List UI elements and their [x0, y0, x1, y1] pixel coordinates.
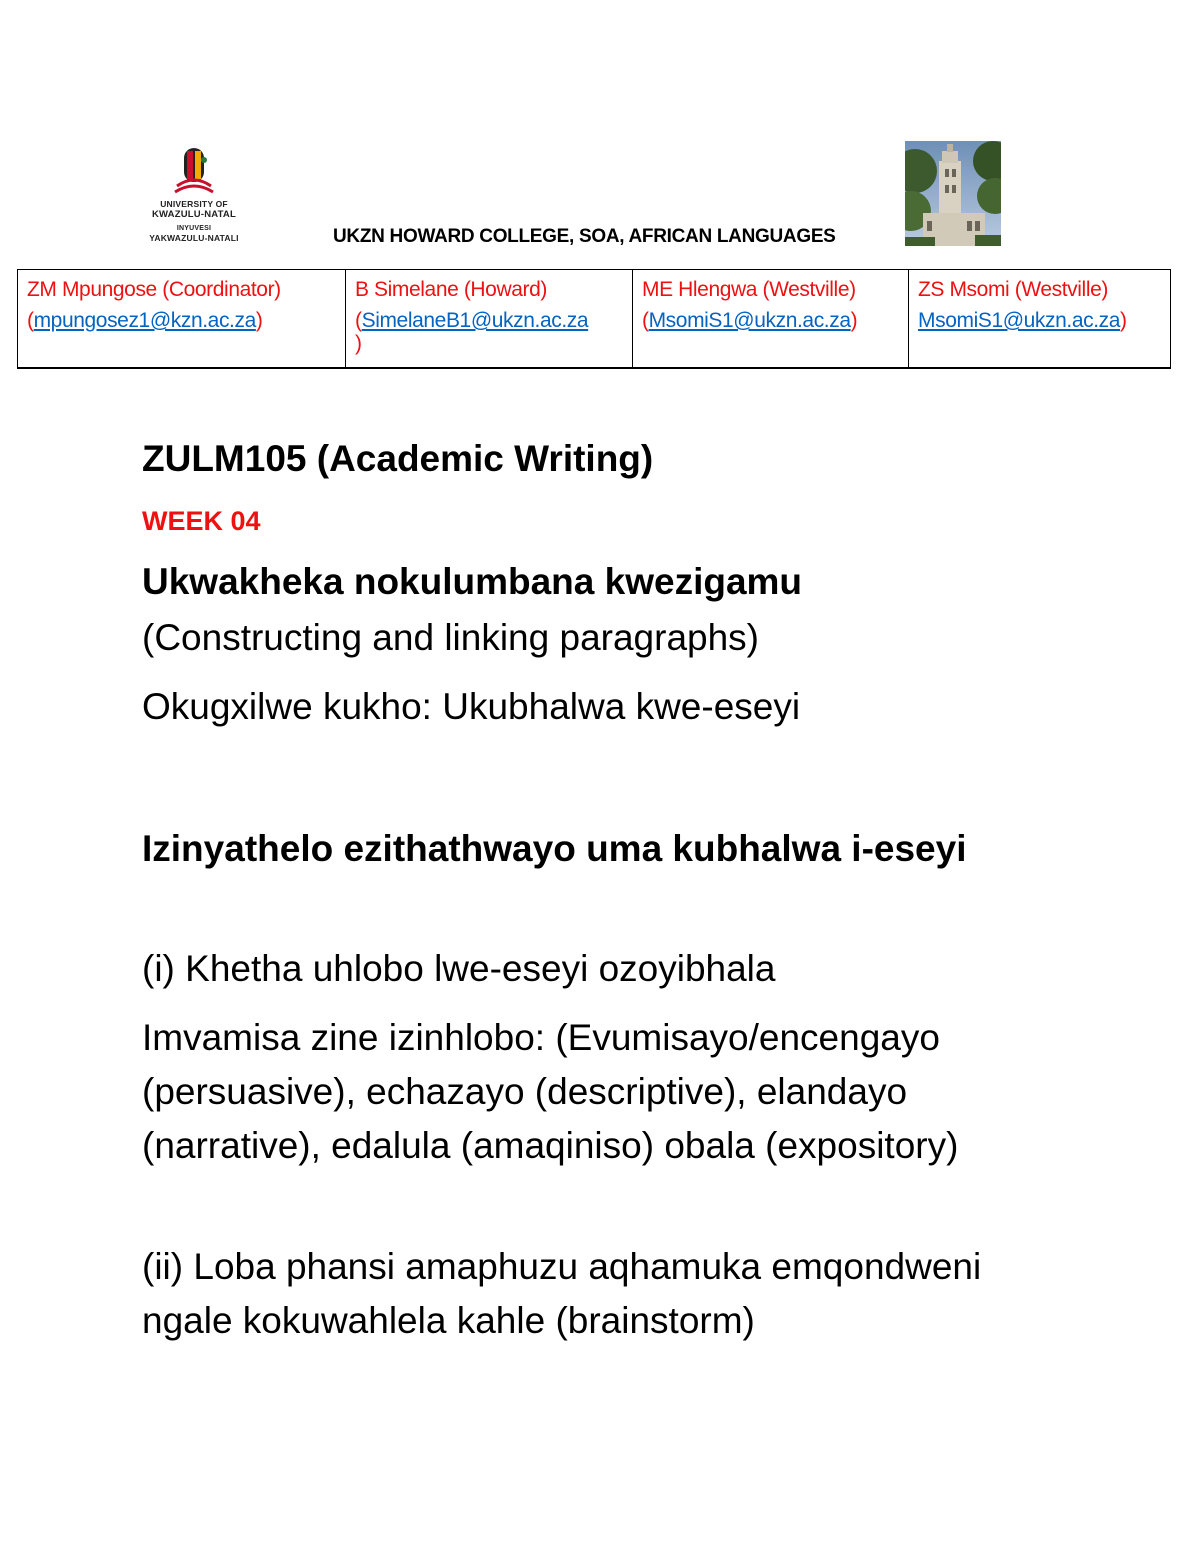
- table-row: [18, 270, 1171, 369]
- logo-text-line-2: KWAZULU-NATAL: [151, 209, 237, 220]
- close-paren: ): [255, 309, 263, 332]
- contact-email-link[interactable]: MsomiS1@ukzn.ac.za: [648, 309, 851, 332]
- logo-text-line-3: INYUVESI: [176, 225, 212, 232]
- logo-text-line-4: YAKWAZULU-NATALI: [149, 233, 239, 243]
- contact-cell-msomi: [909, 270, 1171, 369]
- steps-heading: Izinyathelo ezithathwayo uma kubhalwa i-eseyi: [142, 828, 967, 869]
- close-paren: ): [1120, 309, 1127, 332]
- week-label: WEEK 04: [142, 506, 261, 536]
- contact-email-link[interactable]: MsomiS1@ukzn.ac.za: [918, 309, 1121, 332]
- campus-tower-photo: [905, 141, 1001, 246]
- step-2-text: (ii) Loba phansi amaphuzu aqhamuka emqondweni ngale kokuwahlela kahle (brainstorm): [142, 1246, 982, 1341]
- close-paren: ): [850, 309, 858, 332]
- contact-name: ZS Msomi (Westville): [918, 278, 1108, 301]
- topic-heading-english: (Constructing and linking paragraphs): [142, 617, 760, 658]
- step-1-text: (i) Khetha uhlobo lwe-eseyi ozoyibhala: [142, 948, 776, 989]
- open-paren: (: [355, 309, 362, 332]
- contact-email-link[interactable]: SimelaneB1@ukzn.ac.za: [361, 309, 589, 332]
- university-logo: [138, 146, 250, 246]
- open-paren: (: [642, 309, 649, 332]
- contact-name: B Simelane (Howard): [355, 278, 547, 301]
- campus-tower-image: [905, 141, 1001, 246]
- ukzn-emblem-icon: [173, 146, 215, 198]
- contact-cell-mpungose: [18, 270, 346, 369]
- focus-line: Okugxilwe kukho: Ukubhalwa kwe-eseyi: [142, 686, 801, 727]
- lecturer-contacts-table: [17, 269, 1171, 369]
- contact-name: ZM Mpungose (Coordinator): [27, 278, 281, 301]
- contact-name: ME Hlengwa (Westville): [642, 278, 856, 301]
- open-paren: (: [27, 309, 34, 332]
- contact-email-link[interactable]: mpungosez1@kzn.ac.za: [33, 309, 256, 332]
- logo-text-line-1: UNIVERSITY OF: [160, 199, 228, 209]
- close-paren: ): [355, 332, 362, 355]
- contact-cell-simelane: [346, 270, 633, 369]
- topic-heading-zulu: Ukwakheka nokulumbana kwezigamu: [142, 561, 803, 602]
- contact-cell-hlengwa: [633, 270, 909, 369]
- course-title: ZULM105 (Academic Writing): [142, 438, 654, 479]
- essay-types-paragraph: Imvamisa zine izinhlobo: (Evumisayo/encengayo (persuasive), echazayo (descriptive), elandayo (narrative), edalula (amaqiniso) obala (expository): [142, 1017, 959, 1166]
- header-title: UKZN HOWARD COLLEGE, SOA, AFRICAN LANGUAGES: [333, 226, 836, 247]
